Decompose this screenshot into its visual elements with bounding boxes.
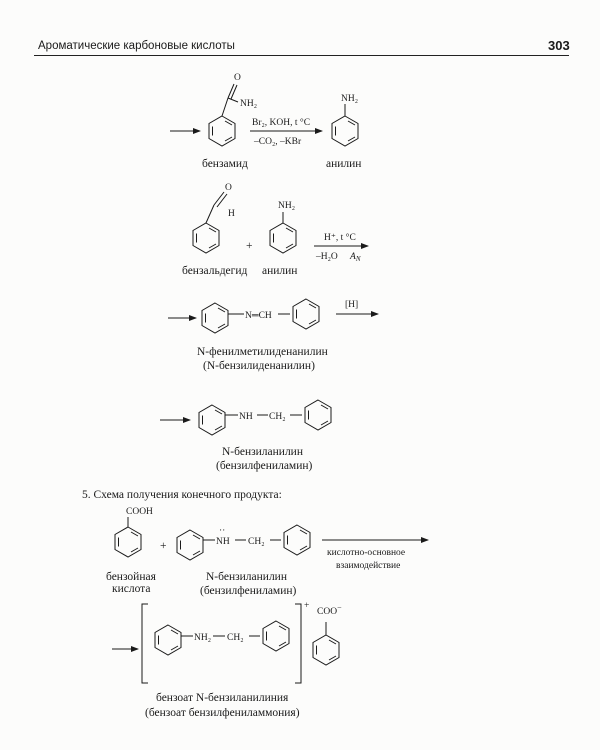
r2-plus: + (246, 240, 253, 252)
s5-amine-ring-left (177, 530, 203, 560)
imine-name-1: N-фенилметилиденанилин (197, 346, 328, 358)
aniline-label: анилин (326, 158, 362, 170)
benzoic-cooh: COOH (126, 507, 153, 517)
running-header: Ароматические карбоновые кислоты (38, 40, 235, 52)
r2-conditions-top: H⁺, t °C (324, 233, 356, 243)
reaction-3 (168, 299, 378, 372)
r1-conditions-bottom: –CO₂, –KBr (254, 137, 302, 147)
aniline-nh2-2: NH₂ (278, 201, 296, 211)
benzaldehyde-label: бензальдегид (182, 265, 248, 277)
aniline-ring (332, 116, 358, 146)
bracket-right (295, 604, 301, 683)
imine-ring-right (293, 299, 319, 329)
reaction-4 (160, 400, 331, 472)
salt-ring-right (263, 621, 289, 651)
s5-arrow-label-2: взаимодействие (336, 561, 401, 571)
salt-name-2: (бензоат бензилфениламмония) (145, 707, 300, 719)
benzoic-acid-ring (115, 527, 141, 557)
r2-conditions-bottom: –H₂O (316, 252, 338, 262)
bond (222, 98, 228, 116)
imine-name-2: (N-бензилиденанилин) (203, 360, 315, 372)
amine-nh: NH (239, 412, 253, 422)
amine-ring-left (199, 405, 225, 435)
salt-nh2: NH₂ (194, 633, 212, 643)
benzamide-label: бензамид (202, 158, 248, 170)
benzoate-coo: COO− (317, 603, 342, 617)
benzoate-ring (313, 635, 339, 665)
aniline-label-2: анилин (262, 265, 298, 277)
imine-bridge: N═CH (245, 311, 272, 321)
benzoic-name-2: кислота (112, 583, 151, 595)
bracket-left (142, 604, 148, 683)
section-5 (82, 489, 428, 719)
aldehyde-o: O (225, 183, 232, 193)
amine-name-1: N-бензиланилин (222, 446, 303, 458)
salt-ring-left (155, 625, 181, 655)
s5-arrow-label-1: кислотно-основное (327, 548, 406, 558)
benzamide-ring (209, 116, 235, 146)
s5-amine-name-2: (бензилфениламин) (200, 585, 297, 597)
salt-name-1: бензоат N-бензиланилиния (156, 692, 289, 704)
aldehyde-h: H (228, 209, 235, 219)
s5-amine-name-1: N-бензиланилин (206, 571, 287, 583)
s5-lone-pair: ·· (219, 526, 226, 536)
benzaldehyde-ring (193, 223, 219, 253)
carbonyl-o: O (234, 73, 241, 83)
section-5-heading: 5. Схема получения конечного продукта: (82, 489, 282, 501)
benzoic-name-1: бензойная (106, 571, 156, 583)
amine-ring-right (305, 400, 331, 430)
amine-name-2: (бензилфениламин) (216, 460, 313, 472)
salt-ch2: CH₂ (227, 633, 244, 643)
imine-ring-left (202, 303, 228, 333)
reaction-1 (170, 73, 361, 170)
aniline-nh2: NH₂ (341, 94, 359, 104)
r3-reagent: [H] (345, 300, 359, 310)
s5-amine-ring-right (284, 525, 310, 555)
amide-nh2: NH₂ (240, 99, 258, 109)
s5-plus: + (160, 540, 167, 552)
s5-amine-ch2: CH₂ (248, 537, 265, 547)
r1-conditions-top: Br₂, KOH, t °C (252, 118, 311, 128)
r2-mechanism: $A_N$ (350, 252, 361, 263)
reaction-2 (182, 183, 368, 277)
page-number: 303 (548, 38, 570, 53)
aniline-ring-2 (270, 223, 296, 253)
s5-amine-nh: NH (216, 537, 230, 547)
salt-charge-plus: + (304, 601, 310, 611)
amine-ch2: CH₂ (269, 412, 286, 422)
